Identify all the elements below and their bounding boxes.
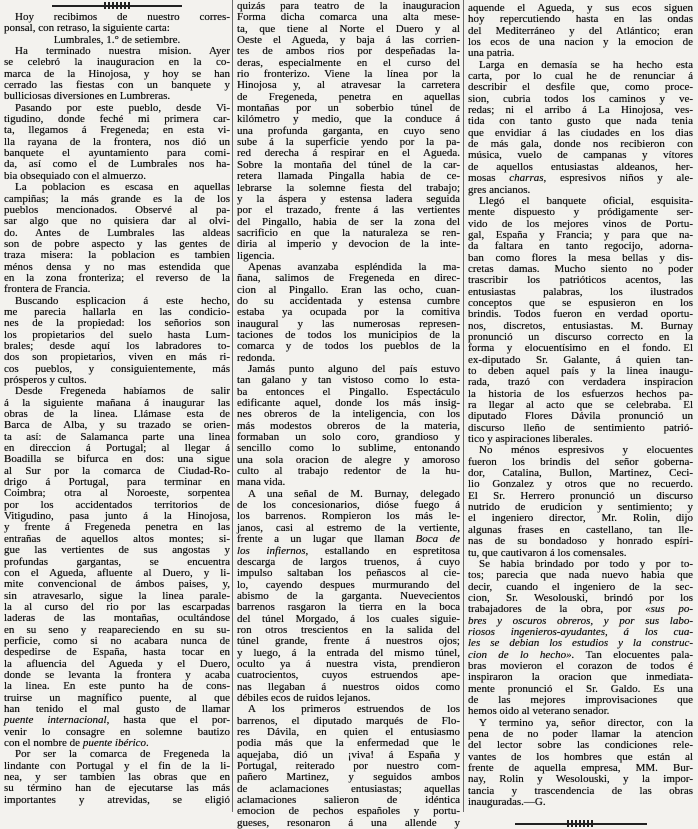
text-line: despedirse de España, hasta tocar en [4,646,230,659]
text-line: se celebró la inauguracion en la co- [4,56,230,69]
text-line: banquete el ayuntamiento para comi- [4,147,230,160]
paragraph [4,749,230,806]
text-line: to deben aquel país y la linea inaugu- [468,365,693,377]
text-segment: frente a un lugar que llaman [237,533,416,546]
text-segment: mosas [468,172,510,185]
paragraph [4,296,230,387]
text-line: hemos oido al veterano senador. [468,705,610,718]
text-line: aclamaciones salieron de idéntica [237,794,460,807]
paragraph [468,445,693,558]
text-line: dor, Catalina, Bullon, Martinez, Ceci- [468,467,693,480]
paragraph [237,1,460,262]
text-line: A los primeros estruendos de los [248,703,460,716]
column-1 [4,12,230,806]
text-line: sar algo que no quisiera dar al olvi- [4,215,230,228]
text-line: tan galano y tan vistoso como lo esta- [237,374,460,387]
text-line: quizás para teatro de la inauguracion [237,0,460,12]
text-line [4,715,230,726]
paragraph [468,60,693,196]
text-line: cuatrocientos, cuyos estruendos ape- [237,669,460,682]
text-line: aquejaba, dió un ¡viva! á España y [237,748,460,761]
text-line: dos son propietarios, viven en más ri- [4,351,230,364]
text-line: marca de la Hinojosa, y hoy se han [4,67,230,80]
text-line: trascribir los patrióticos acentos, las [468,274,693,287]
text-line: perficie, como si no acabara nunca de [4,634,230,647]
paragraph [4,182,230,295]
text-line [468,173,693,184]
text-line: los ecos de una nacion y la emocion de [468,36,693,49]
text-line: nes obreros de la inteligencia, con los [237,408,460,421]
text-line: y la áspera y estensa ladera seguida [237,192,460,205]
text-line: su término han de ejecutarse las más [4,782,230,795]
text-line: Larga en demasía se ha hecho esta [479,58,693,71]
text-line: de aquellos entusiastas aldeanos, her- [468,160,693,173]
text-line: profundas gargantas, se encuentra [4,555,230,568]
text-line: del túnel Morgado, á los cuales siguie- [237,612,460,625]
text-line: en direccion á Portugal; al llegar á [4,442,230,455]
paragraph [4,46,230,103]
text-line: nas de su bondadoso y honrado espíri- [468,535,693,548]
text-line: la afluencia del Agueda y el Duero, [4,657,230,670]
text-line: El Sr. Herrero pronunció un discurso [468,489,693,502]
text-line: lla rayana de la frontera, nos dió un [4,135,230,148]
text-line: da, así como el de Lumbrales nos ha- [4,158,230,171]
text-line: ta, que tiene al Norte el Duero y al [237,22,460,35]
text-line: nas llegaban á nuestros oidos como [237,680,460,693]
text-line: donde se levanta la frontera y acaba [4,668,230,681]
top-ornament-rule [52,2,182,9]
text-line: kilómetro y medio, que la conduce á [237,113,460,126]
text-line: Lumbrales, 1.° de setiembre. [53,33,181,46]
text-line: A una señal de M. Burnay, delegado [248,487,460,500]
text-line: oculto ya á nuestra vista, prendieron [237,657,460,670]
text-line: barrenos rasgaron la tierra en la boca [237,601,460,614]
column-2 [237,1,460,829]
text-line: inauguradas.—G. [468,796,546,809]
text-line: aquende el Agueda, y sus ecos siguen [468,2,693,14]
text-line: á la siguiente mañana á inaugurar las [4,396,230,409]
text-line: bras movieron el corazon de todos é [468,659,693,672]
text-line: vantes de los hombres que están al [468,750,693,763]
text-line: diria al imperio y devocion de la inte- [237,238,460,251]
text-line: Vitigudino, pasa junto á la Hinojosa, [4,510,230,523]
text-line: retera llamada Pingalla habia de ce- [237,170,460,183]
text-segment: . [146,737,149,749]
text-line: una sola oracion de alegre y amoroso [237,453,460,466]
italic-text: Boca de [415,533,460,546]
text-line: mente pronunció el Sr. Galdo. Es una [468,682,693,695]
text-line: del Pingallo, habia de ser la zona del [237,215,460,228]
text-line: los barrenos. Rompieron los más le- [237,510,460,523]
text-line: mite convencional de ámbos paises, y, [4,578,230,591]
text-line: da faltara en tanto regocijo, adorna- [468,240,693,253]
text-line: Llegó el banquete oficial, esquisita- [479,194,693,207]
bottom-ornament-rule [515,820,647,827]
text-line: el ingeniero director, Mr. Rolin, dijo [468,512,693,525]
text-line: la historia de los esfuerzos hechos pa- [468,387,693,400]
text-line: algunas frases en castellano, tan lle- [468,523,693,536]
text-line: y luego, á la entrada del mismo túnel, [237,646,460,659]
text-line: Desde Fregeneda habíamos de salir [15,385,230,398]
text-line: nay, Rolin y Wesolouski, y la impor- [468,773,693,786]
text-line: nutrido de erudicion y sentimiento; y [468,501,693,514]
text-segment: con el nombre de [4,737,83,749]
text-line: res Dávila, en quien el entusiasmo [237,726,460,738]
text-line: do su accidentada y estensa cumbre [237,294,460,307]
text-line: descarga de largos truenos, á cuyo [237,555,460,568]
italic-text: puente internacional [4,714,107,727]
text-line: campiñas; la más grande es la de los [4,192,230,205]
text-line: diputado Flores Dávila pronunció un [468,410,693,423]
text-line: ménos densa y no mas estendida que [4,260,230,273]
paragraph [4,12,230,35]
text-line: taciones de todos los municipios de la [237,328,460,341]
text-line: nos, discretos, entusiastas. M. Burnay [468,319,693,332]
text-line: ta, llegamos á Fregeneda; en esta vi- [4,124,230,137]
text-line: Boadilla se bifurca en dos: una sigue [4,453,230,466]
text-segment: , espresivos niños y ale- [543,172,694,185]
text-line: Coimbra; otra al Noroeste, sorpentea [4,487,230,500]
text-line: sencillo como lo sublime, entonando [237,442,460,455]
text-line: la al curso del rio por las escarpadas [4,600,230,613]
text-line: mente dispuesto y pródigamente ser- [468,206,693,219]
text-line: Oeste el Agueda, y baja á las corrien- [237,34,460,47]
text-line: Hinojosa y, al atravesar la carretera [237,79,460,92]
text-segment: trabajadores de la obra, por [468,603,646,616]
italic-text: bres y oscuros obreros, y por sus labo- [468,614,693,627]
text-line: que envidiar á las ciudades en los dias [468,126,693,139]
text-line: inaugural y las numerosas represen- [237,317,460,330]
text-line: de aclamaciones entusiastas; aquellas [237,782,460,795]
text-line: abismo de la garganta. Nuevecientos [237,589,460,602]
text-line: sube á la superficie yendo por la pa- [237,136,460,149]
text-line: ban como flores la mesa bellas y dis- [468,251,693,264]
italic-text: puente ibérico [82,737,147,749]
text-line: culto al trabajo redentor de la hu- [237,465,460,478]
column-rule [232,0,233,812]
text-segment: , estallando en espretitosa [305,544,460,557]
text-line: No ménos espresivos y elocuentes [479,444,693,457]
paragraph [237,704,460,829]
text-line: rio fronterizo. Viene la línea por la [237,68,460,81]
paragraph [237,262,460,364]
text-line: sacrificio en que la naturaleza se ren- [237,226,460,239]
text-line: una patria. [468,47,515,60]
italic-text: riosos ingenieros-ayudantes, á los cua- [468,625,693,638]
text-line: nea, y ser tambien las obras que en [4,771,230,784]
text-segment: , hasta que el por- [106,714,231,727]
text-line: do. Antes de Lumbrales las aldeas [4,226,230,239]
text-line: al Sur por la comarca de Ciudad-Ro- [4,464,230,477]
text-line: traza misera: la poblacion es tambien [4,249,230,262]
text-line: sion, cubria todos los caminos y ve- [468,92,693,105]
text-line: formaban un solo coro, grandioso y [237,431,460,444]
text-line: gueses, resonaron á una allende y [237,816,460,829]
text-line: ta así: de Salamanca parte una linea [4,430,230,443]
text-line: música, vuelo de campanas y vítores [468,149,693,162]
text-line: venir lo consagre en solemne bautizo [4,725,230,738]
text-line: vido de los mejores vinos de Portu- [468,217,693,230]
text-line: describir el desfile que, como proce- [468,81,693,94]
text-line: en su seno y reapareciendo en su su- [4,623,230,636]
text-line: tida con tanto gusto que nada tenia [468,115,693,128]
text-line: de Fregeneda, penetra en aquellas [237,90,460,103]
text-line: estaba ya ocupada por la comitiva [237,306,460,319]
paragraph [4,103,230,182]
text-line: tes de ambos rios por despeñadas la- [237,45,460,58]
text-line: ra llegar al acto que se celebraba. El [468,399,693,412]
italic-text: cion de lo hecho». [468,648,575,661]
text-line: ron otros trescientos en la salida del [237,623,460,636]
column-3 [468,3,693,827]
text-line: pronunció un discurso correcto en la [468,330,693,343]
text-line: ex-diputado Sr. Galante, á quien tan- [468,353,693,366]
text-line: impulso saltaban los peñascos al cie- [237,567,460,580]
text-line: me parecia hallarla en las condicio- [4,305,230,318]
text-line: en la zona fronteriza; el reverso de la [4,271,230,284]
text-line: edificante aquel, donde los más insig- [237,397,460,410]
text-line: pena de no poder llamar la atencion [468,728,693,740]
text-line: del lector sobre las condiciones rele- [468,739,693,752]
text-line: tos; parecia que nada nuevo habia que [468,569,693,582]
text-line: frente de aquella empresa, MM. Bur- [468,762,693,775]
text-line: gue las vertientes de sus angostas y [4,544,230,557]
text-line: obras de la linea. Llámase esta de [4,408,230,421]
text-line: una profunda garganta, en cuyo seno [237,124,460,137]
text-line: tigudino, donde feché mi primera car- [4,113,230,126]
text-line: Forma dicha comarca una alta mese- [237,11,460,24]
text-line: comarca y de todos los pueblos de la [237,340,460,353]
text-line: ñana, salimos de Fregeneda en direc- [237,272,460,285]
text-line: carta, por lo cual he de renunciar á [468,70,693,83]
text-line: Sobre la montaña del túnel de la car- [237,158,460,171]
text-line: ba entonces el Pingallo. Espectáculo [237,385,460,398]
text-line: lo, cayendo despues murmurando del [237,578,460,591]
text-line: bia obsequiado con el almuerzo. [4,169,147,182]
paragraph [237,489,460,705]
italic-text: charras [509,172,544,185]
text-line: redas; ni el arribo á La Hinojosa, ves- [468,104,693,117]
text-line: barrenos, el diputado marqués de Flo- [237,714,460,727]
text-line: Pasando por este pueblo, desde Vi- [15,101,230,114]
text-line: tico y aspiraciones liberales. [468,433,593,446]
text-line: cerrado las fiestas con un banquete y [4,79,230,92]
text-line: prósperos y cultos. [4,374,87,386]
text-line: mana vida. [237,476,286,489]
text-line: importantes y atrevidas, se eligió [4,793,230,806]
text-line: laderas de las montañas, ocultándose [4,612,230,625]
text-line: ligencia. [237,249,275,262]
text-line: entusiastas palabras, los ilustrados [468,285,693,298]
text-line: pueblos mencionados. Observé al pa- [4,203,230,216]
text-line: decir, cuando el ingeniero de la sec- [468,580,693,593]
italic-text: «sus po- [645,603,693,616]
text-line: emocion de pechos españoles y portu- [237,805,460,818]
text-line: ponsal, con retraso, la siguiente carta: [4,22,170,35]
text-line: podia más que la enfermedad que le [237,737,460,750]
text-line: red derecha á respirar en el Agueda. [237,147,460,160]
text-line: Jamás punto alguno del país estuvo [248,363,460,375]
text-line: drigo á Portugal, para terminar en [4,476,230,489]
text-line: lio Gonzalez y otros que no recuerdo. [468,478,693,491]
text-line: Ha terminado nuestra mision. Ayer [15,45,230,58]
text-line: los propietarios del suelo hasta Lum- [4,328,230,341]
text-line: cion al Pingallo. Eran las ocho, cuan- [237,283,460,296]
text-line: lebrarse la solemne fiesta del trabajo; [237,181,460,194]
text-segment: Tan elocuentes pala- [574,648,693,661]
text-line: de las mejores improvisaciones que [468,693,693,706]
text-line: discurso lleño de sentimiento patrió- [468,421,693,434]
text-line: La poblacion es escasa en aquellas [15,181,230,194]
text-line: con el Agueda, afluente al Duero, y li- [4,566,230,579]
text-line: nes de la propiedad: los señorios son [4,317,230,330]
text-line: brales; desde aquí los labradores to- [4,339,230,352]
text-line: lindante con Portugal y el fin de la li- [4,759,230,772]
text-line: gal, España y Francia; y para que na- [468,228,693,241]
italic-text: les se debian los estudios y la construc- [468,637,693,650]
text-line: de los concesionarios, dióse fuego á [237,499,460,512]
paragraph [237,364,460,489]
paragraph [468,559,693,718]
column-rule [463,0,464,812]
text-line: cos pueblos, y consiguientemente, más [4,362,230,375]
text-line: débiles ecos de ruidos lejanos. [237,691,371,704]
text-line: inspiraron la oracion que inmediata- [468,671,693,684]
text-line: cretas damas. Mucho siento no poder [468,262,693,275]
text-line: frontera de Francia. [4,283,91,296]
text-line: forma y elocuentísimo en el fondo. El [468,342,693,355]
text-line: la linea. En este punto ha de cons- [4,680,230,693]
text-line: rada, trazó con verdadera inspiracion [468,376,693,389]
text-line: deras, especialmente en el curso del [237,56,460,69]
text-line: tu, que cautivaron á los comensales. [468,546,627,559]
paragraph [468,3,693,60]
text-line: y frente á Fregeneda penetra en las [4,521,230,534]
text-line: fueron los brindis del señor goberna- [468,455,693,468]
text-line: de más gala, donde nos recibieron con [468,138,693,151]
text-line: Por ser la comarca de Fregeneda la [15,748,230,761]
text-line: entrañas de aquellos altos montes; si- [4,532,230,545]
text-line: Apenas avanzaba espléndida la ma- [248,260,460,273]
text-line: cion, Sr. Wesolouski, brindó por los [468,591,693,604]
text-line: más modestos obreros de la materia, [237,419,460,432]
text-line: Barca de Alba, y su trazado se orien- [4,419,230,432]
text-line: tancia y trascendencia de las obras [468,784,693,797]
text-line: montañas por un soberbio túnel de [237,102,460,115]
text-line: son de pobre aspecto y las gentes de [4,237,230,250]
paragraph [468,196,693,446]
text-line: truirse un magnífico puente, al que [4,691,230,704]
text-line: Portugal, reiterado por nuestro com- [237,760,460,773]
text-line: por el trazado, frente á las vertientes [237,204,460,217]
text-line: janos, casi al estremo de la vertiente, [237,521,460,534]
text-line: Buscando esplicacion á este hecho, [15,294,230,307]
text-line: Hoy recibimos de nuestro corres- [15,11,230,23]
text-line: Se habia brindado por todo y por to- [479,557,693,570]
text-line: por los accidentados territorios de [4,498,230,511]
text-line: bulliciosas diversiones en Lumbreras. [4,90,171,103]
text-line: Y termino ya, señor director, con la [479,716,693,729]
paragraph [4,386,230,749]
paragraph [468,718,693,809]
text-line: del Mediterráneo y del Atlántico; eran [468,24,693,37]
text-line: redonda. [237,351,276,364]
text-line: han tenido el mal gusto de llamar [4,702,230,715]
text-line: conceptos que se espusieron en los [468,296,693,309]
italic-text: los infiernos [237,544,306,557]
text-line: gres ancianos. [468,183,531,196]
text-line: hoy repercutiendo hasta en las ondas [468,13,693,26]
text-line: túnel grande, frente á nuestros ojos; [237,635,460,648]
text-line: sin atravesarlo, sigue la linea parale- [4,589,230,602]
text-line: pañero Martinez, y seguidos ambos [237,771,460,784]
text-line: brindis. Todos fueron en verdad oportu- [468,308,693,321]
